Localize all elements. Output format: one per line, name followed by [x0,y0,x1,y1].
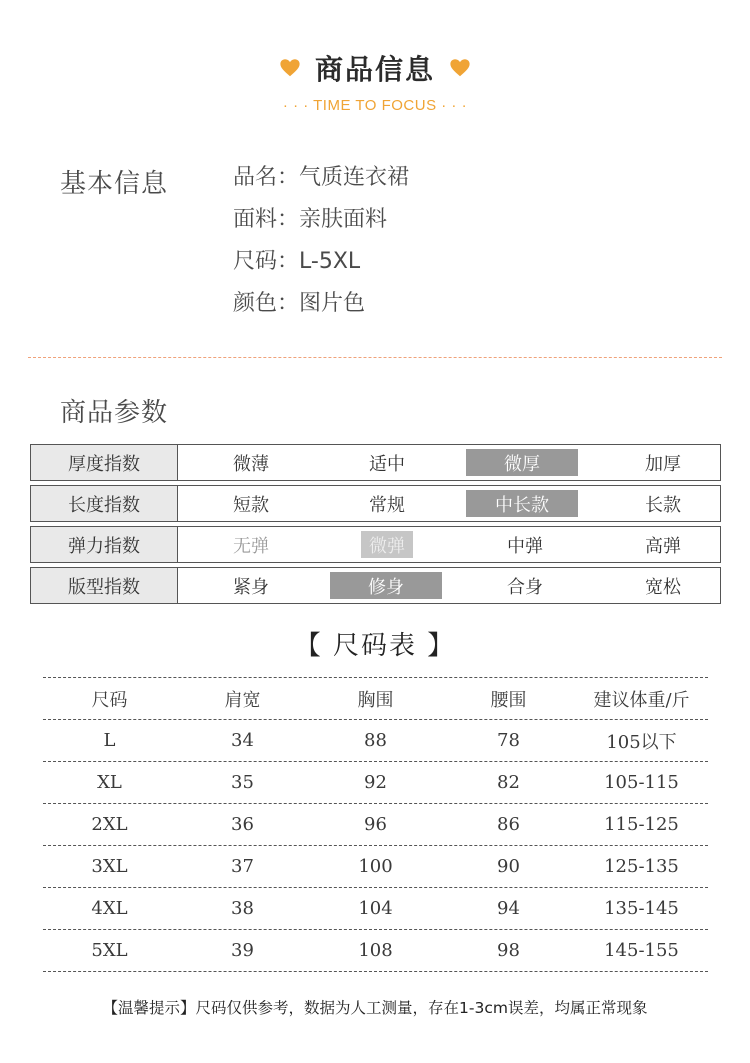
table-cell: 36 [231,814,254,835]
table-cell: 92 [364,772,387,793]
table-cell: 96 [364,814,387,835]
param-row-length [30,485,721,522]
param-row-thickness [30,444,721,481]
table-cell: 38 [231,898,254,919]
page-title: 商品信息 [314,53,435,86]
param-option: 长款 [645,494,681,516]
param-options [178,445,720,480]
param-label: 弹力指数 [31,527,178,562]
table-cell: 34 [231,730,254,751]
params-heading: 商品参数 [60,398,169,428]
basic-info-label: 尺码： [233,249,300,274]
param-option: 紧身 [233,576,269,598]
param-options [178,568,720,603]
table-cell: L [103,730,116,751]
basic-info-label: 品名： [233,165,300,190]
param-option-selected: 微厚 [466,449,578,476]
param-option: 常规 [369,494,405,516]
param-option: 高弹 [645,535,681,557]
table-cell: 4XL [91,898,128,919]
table-row [43,762,708,804]
section-divider [28,357,722,358]
basic-info-label: 面料： [233,207,300,232]
table-cell: 35 [231,772,254,793]
basic-info-list [233,160,409,328]
table-header-cell: 建议体重/斤 [593,689,690,711]
table-row [43,930,708,972]
table-cell: 108 [358,940,393,961]
page-subtitle: · · · TIME TO FOCUS · · · [282,97,468,114]
table-row [43,720,708,762]
table-cell: 82 [497,772,520,793]
size-note: 【温馨提示】尺码仅供参考，数据为人工测量，存在1-3cm误差，均属正常现象 [102,999,648,1017]
basic-info-row [233,202,409,244]
table-header-cell: 肩宽 [224,689,261,711]
table-cell: 3XL [91,856,128,877]
table-cell: 39 [231,940,254,961]
table-cell: 88 [364,730,387,751]
param-option: 加厚 [645,453,681,475]
table-header-cell: 胸围 [357,689,394,711]
param-label: 厚度指数 [31,445,178,480]
table-cell: 5XL [91,940,128,961]
table-cell: 90 [497,856,520,877]
table-cell: 98 [497,940,520,961]
table-cell: 94 [497,898,520,919]
param-option: 短款 [233,494,269,516]
basic-info-value: L-5XL [299,249,361,274]
param-option-selected: 中长款 [466,490,578,517]
table-header-row [43,678,708,720]
param-options [178,527,720,562]
heart-icon [279,57,301,79]
param-option: 中弹 [507,535,543,557]
basic-info-row [233,160,409,202]
table-cell: 86 [497,814,520,835]
table-cell: 145-155 [604,940,679,961]
table-cell: 135-145 [604,898,679,919]
heart-icon [449,57,471,79]
param-option-selected: 微弹 [361,531,413,558]
table-cell: 2XL [91,814,128,835]
size-chart-title: 【 尺码表 】 [294,631,456,661]
param-label: 版型指数 [31,568,178,603]
section-header [0,46,750,90]
table-row [43,888,708,930]
basic-info-row [233,286,409,328]
table-cell: 105-115 [604,772,679,793]
param-option: 合身 [507,576,543,598]
table-cell: XL [97,772,122,793]
table-cell: 78 [497,730,520,751]
table-cell: 125-135 [604,856,679,877]
basic-info-heading: 基本信息 [60,169,169,199]
basic-info-value: 气质连衣裙 [299,165,410,190]
param-option: 微薄 [233,453,269,475]
table-row [43,846,708,888]
table-cell: 105以下 [606,731,677,753]
param-option: 宽松 [645,576,681,598]
size-chart-table [43,677,708,972]
basic-info-label: 颜色： [233,291,300,316]
table-cell: 104 [358,898,393,919]
param-option-selected: 修身 [330,572,442,599]
table-header-cell: 尺码 [91,689,128,711]
param-row-fit [30,567,721,604]
param-row-elasticity [30,526,721,563]
param-option: 适中 [369,453,405,475]
param-option: 无弹 [233,535,269,557]
table-cell: 100 [358,856,393,877]
basic-info-row [233,244,409,286]
table-cell: 37 [231,856,254,877]
table-header-cell: 腰围 [490,689,527,711]
param-label: 长度指数 [31,486,178,521]
basic-info-value: 亲肤面料 [299,207,388,232]
table-row [43,804,708,846]
basic-info-value: 图片色 [299,291,366,316]
param-options [178,486,720,521]
table-cell: 115-125 [604,814,679,835]
